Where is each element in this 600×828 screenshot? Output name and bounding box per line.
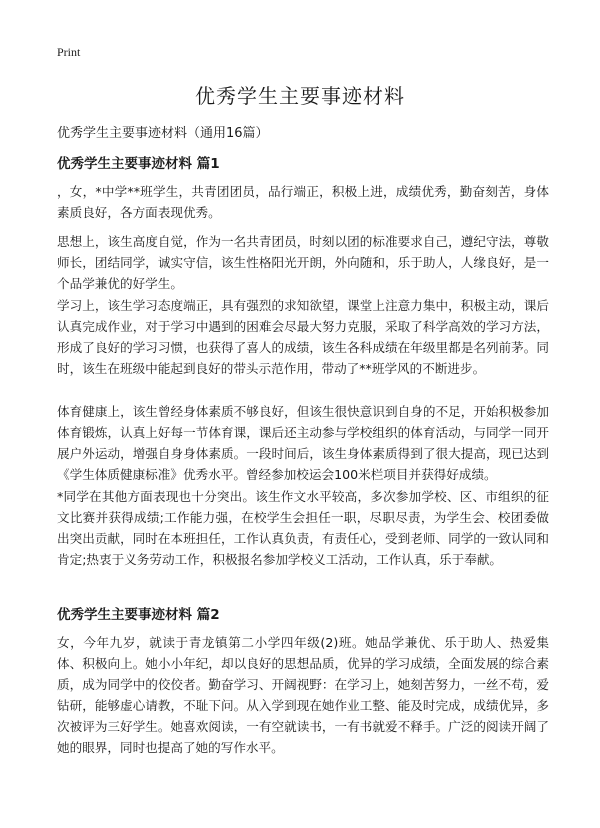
print-link[interactable]: Print [57, 45, 81, 59]
paragraph-1-4: 体育健康上，该生曾经身体素质不够良好，但该生很快意识到自身的不足，开始积极参加体育锻炼，认真上好每一节体育课，课后还主动参与学校组织的体育活动，与同学一同开展户外运动，增强自身身体素质。一段时间后，该生身体素质得到了很大提高，现已达到《学生体质健康标准》优秀水平。曾经参加校运会100米栏项目并获得好成绩。 [57, 404, 549, 482]
paragraph-1-3: 学习上，该生学习态度端正，具有强烈的求知欲望，课堂上注意力集中，积极主动，课后认真完成作业，对于学习中遇到的困难会尽最大努力克服，采取了科学高效的学习方法，形成了良好的学习习惯，也获得了喜人的成绩，该生各科成绩在年级里都是名列前茅。同时，该生在班级中能起到良好的带头示范作用，带动了**班学风的不断进步。 [57, 298, 549, 376]
paragraph-1-5: *同学在其他方面表现也十分突出。该生作文水平较高，多次参加学校、区、市组织的征文比赛并获得成绩;工作能力强，在校学生会担任一职，尽职尽责，为学生会、校团委做出突出贡献，同时在本班担任，工作认真负责，有责任心，受到老师、同学的一致认同和肯定;热衷于义务劳动工作，积极报名参加学校义工活动，工作认真，乐于奉献。 [57, 489, 549, 567]
paragraph-1-1: ，女，*中学**班学生，共青团团员，品行端正，积极上进，成绩优秀，勤奋刻苦，身体素质良好，各方面表现优秀。 [57, 184, 549, 220]
paragraph-1-2: 思想上，该生高度自觉，作为一名共青团员，时刻以团的标准要求自己，遵纪守法，尊敬师长，团结同学，诚实守信，该生性格阳光开朗，外向随和，乐于助人，人缘良好，是一个品学兼优的好学生。 [57, 234, 549, 291]
section-heading-1: 优秀学生主要事迹材料 篇1 [57, 156, 220, 172]
document-title: 优秀学生主要事迹材料 [195, 84, 405, 108]
paragraph-2-1: 女，今年九岁，就读于青龙镇第二小学四年级(2)班。她品学兼优、乐于助人、热爱集体、积极向上。她小小年纪，却以良好的思想品质，优异的学习成绩，全面发展的综合素质，成为同学中的佼佼者。勤奋学习、开阔视野：在学习上，她刻苦努力，一丝不苟，爱钻研，能够虚心请教，不耻下问。从入学到现在她作业工整、能及时完成，成绩优异，多次被评为三好学生。她喜欢阅读，一有空就读书，一有书就爱不释手。广泛的阅读开阔了她的眼界，同时也提高了她的写作水平。 [57, 635, 549, 755]
section-heading-2: 优秀学生主要事迹材料 篇2 [57, 607, 220, 623]
document-subtitle: 优秀学生主要事迹材料（通用16篇） [57, 126, 269, 141]
